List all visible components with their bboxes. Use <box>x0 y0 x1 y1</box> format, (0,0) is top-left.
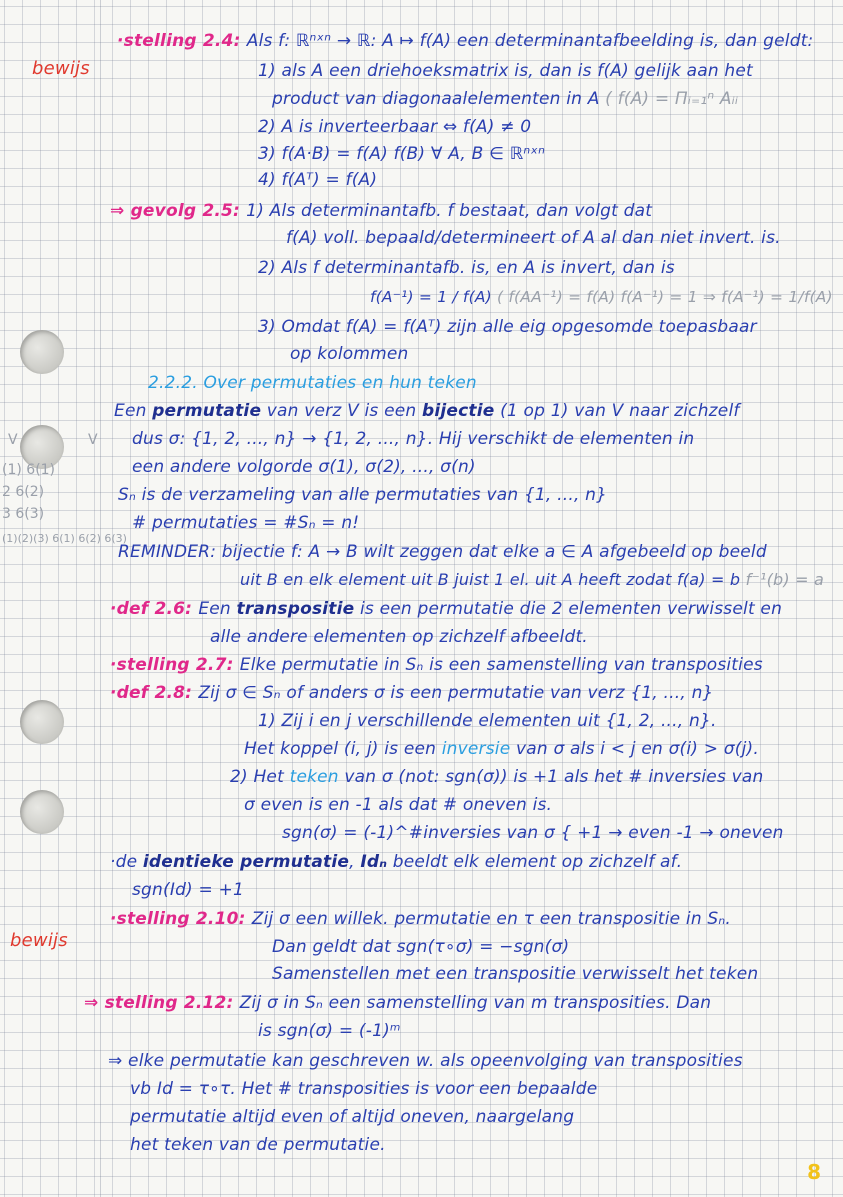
note-text: vb Id = τ∘τ. Het # transposities is voor een bepaalde <box>130 1079 598 1099</box>
note-line <box>118 484 607 506</box>
statement-label: ⇒ stelling 2.12: <box>84 993 240 1013</box>
note-text: een andere volgorde σ(1), σ(2), ..., σ(n) <box>132 457 476 477</box>
note-line <box>258 60 753 82</box>
note-text: 2.2.2. Over permutaties en hun teken <box>148 373 477 393</box>
note-line <box>110 851 682 873</box>
note-line <box>258 257 675 279</box>
note-text: permutatie altijd even of altijd oneven, naargelang <box>130 1107 575 1127</box>
note-line <box>110 654 763 676</box>
note-line <box>118 541 767 563</box>
note-text: Samenstellen met een transpositie verwisselt het teken <box>272 964 759 984</box>
note-text: het teken van de permutatie. <box>130 1135 386 1155</box>
side-sketch-row: (1)(2)(3) 6(1) 6(2) 6(3) <box>2 532 127 545</box>
note-text: { +1 → even -1 → oneven <box>554 823 784 843</box>
margin-line <box>100 0 101 1197</box>
note-text: 2) Het <box>230 767 290 787</box>
note-line <box>84 992 711 1014</box>
note-text: # permutaties = #Sₙ = n! <box>132 513 360 533</box>
binder-hole <box>20 790 64 834</box>
note-line <box>272 88 738 110</box>
note-text: Zij σ een willek. permutatie en τ een transpositie in Sₙ. <box>251 909 732 929</box>
note-text: 3) Omdat f(A) = f(Aᵀ) zijn alle eig opgesomde toepasbaar <box>258 317 757 337</box>
note-text: ⇒ elke permutatie kan geschreven w. als opeenvolging van transposities <box>108 1051 743 1071</box>
note-text: uit B en elk element uit B juist 1 el. uit A heeft zodat f(a) = b <box>240 570 741 589</box>
note-line <box>258 710 717 732</box>
note-line <box>110 200 652 222</box>
note-line <box>110 682 714 704</box>
note-text: f(A) voll. bepaald/determineert of A al dan niet invert. is. <box>286 228 781 248</box>
statement-label: ·stelling 2.4: <box>117 31 247 51</box>
note-line <box>210 626 588 648</box>
note-line <box>108 1050 743 1072</box>
note-line <box>110 598 782 620</box>
note-line <box>258 169 377 191</box>
note-text: sgn(σ) = (-1)^#inversies van σ <box>282 823 555 843</box>
defined-term: transpositie <box>236 599 355 619</box>
note-text: dus σ: {1, 2, ..., n} → {1, 2, ..., n}. Hij verschikt de elementen in <box>132 429 695 449</box>
note-text: beeldt elk element op zichzelf af. <box>387 852 683 872</box>
note-text: is een permutatie die 2 elementen verwisselt en <box>354 599 783 619</box>
note-text: van σ (not: sgn(σ)) is +1 als het # inversies van <box>338 767 764 787</box>
note-text: REMINDER: bijectie f: A → B wilt zeggen dat elke a ∈ A afgebeeld op beeld <box>118 542 767 562</box>
note-line <box>130 1106 574 1128</box>
defined-term: identieke permutatie <box>142 852 350 872</box>
note-line <box>132 879 244 901</box>
margin-note-bewijs: bewijs <box>10 930 68 951</box>
statement-label: ·stelling 2.10: <box>110 909 252 929</box>
note-text: op kolommen <box>290 344 409 364</box>
defined-term: Idₙ <box>360 852 388 872</box>
statement-label: ·def 2.6: <box>110 599 199 619</box>
note-text: 4) f(Aᵀ) = f(A) <box>258 170 378 190</box>
note-text: σ even is en -1 als dat # oneven is. <box>244 795 553 815</box>
note-line <box>258 316 757 338</box>
note-text: Sₙ is de verzameling van alle permutaties van {1, ..., n} <box>118 485 608 505</box>
note-line <box>258 116 531 138</box>
note-text: is sgn(σ) = (-1)ᵐ <box>258 1021 401 1041</box>
note-text: teken <box>289 767 339 787</box>
note-text: 1) Zij i en j verschillende elementen uit {1, 2, ..., n}. <box>258 711 717 731</box>
note-line <box>132 428 694 450</box>
note-text: 1) als A een driehoeksmatrix is, dan is f(A) gelijk aan het <box>258 61 753 81</box>
statement-label: ·stelling 2.7: <box>110 655 240 675</box>
note-line <box>244 738 759 760</box>
statement-label: ⇒ gevolg 2.5: <box>110 201 247 221</box>
note-text: (1 op 1) van V naar zichzelf <box>494 401 740 421</box>
defined-term: bijectie <box>421 401 495 421</box>
note-line <box>258 143 545 165</box>
note-text: product van diagonaalelementen in A <box>272 89 600 109</box>
note-line <box>286 227 781 249</box>
margin-note-bewijs: bewijs <box>32 58 90 79</box>
note-line <box>132 512 359 534</box>
note-text: 3) f(A·B) = f(A) f(B) ∀ A, B ∈ ℝⁿˣⁿ <box>258 144 546 164</box>
note-line <box>272 963 758 985</box>
note-text: alle andere elementen op zichzelf afbeeldt. <box>210 627 588 647</box>
defined-term: permutatie <box>152 401 262 421</box>
note-line <box>244 794 552 816</box>
side-sketch-row: 2 6(2) <box>2 484 45 500</box>
binder-holes <box>20 0 70 1197</box>
binder-hole <box>20 330 64 374</box>
note-text: Als f: ℝⁿˣⁿ → ℝ: A ↦ f(A) een determinantafbeelding is, dan geldt: <box>246 31 814 51</box>
note-text: Dan geldt dat sgn(τ∘σ) = −sgn(σ) <box>272 937 570 957</box>
note-line <box>230 766 763 788</box>
note-line <box>130 1078 597 1100</box>
note-text: Een <box>114 401 153 421</box>
note-text: Het koppel (i, j) is een <box>244 739 442 759</box>
note-text: Elke permutatie in Sₙ is een samenstelling van transposities <box>239 655 763 675</box>
note-line <box>130 1134 386 1156</box>
binder-hole <box>20 700 64 744</box>
note-line <box>282 822 784 844</box>
statement-label: ·def 2.8: <box>110 683 199 703</box>
note-text: f⁻¹(b) = a <box>740 570 825 589</box>
side-sketch-row: (1) 6(1) <box>2 462 56 478</box>
note-line <box>272 936 569 958</box>
page-number: 8 <box>807 1160 821 1184</box>
note-text: Een <box>198 599 237 619</box>
note-line <box>117 30 814 52</box>
note-line <box>132 456 476 478</box>
note-line <box>148 372 477 394</box>
note-line <box>258 1020 401 1042</box>
note-text: , <box>349 852 361 872</box>
note-line <box>370 286 833 308</box>
note-text: ( f(AA⁻¹) = f(A) f(A⁻¹) = 1 ⇒ f(A⁻¹) = 1/f(A) <box>491 288 833 306</box>
note-line <box>110 908 731 930</box>
note-text: Zij σ ∈ Sₙ of anders σ is een permutatie van verz {1, ..., n} <box>198 683 714 703</box>
side-sketch-v: V <box>88 432 98 448</box>
note-text: 2) A is inverteerbaar ⇔ f(A) ≠ 0 <box>258 117 532 137</box>
note-text: 2) Als f determinantafb. is, en A is invert, dan is <box>258 258 675 278</box>
note-text: f(A⁻¹) = 1 / f(A) <box>370 288 492 306</box>
note-line <box>240 569 824 591</box>
note-text: inversie <box>441 739 511 759</box>
note-text: ·de <box>110 852 143 872</box>
note-text: ( f(A) = Πᵢ₌₁ⁿ Aᵢᵢ <box>599 89 739 109</box>
note-text: van σ als i < j en σ(i) > σ(j). <box>510 739 759 759</box>
note-text: Zij σ in Sₙ een samenstelling van m transposities. Dan <box>239 993 712 1013</box>
note-text: 1) Als determinantafb. f bestaat, dan volgt dat <box>246 201 653 221</box>
note-line <box>114 400 740 422</box>
note-line <box>290 343 409 365</box>
note-text: sgn(Id) = +1 <box>132 880 245 900</box>
note-text: van verz V is een <box>261 401 422 421</box>
side-sketch-row: 3 6(3) <box>2 506 45 522</box>
side-sketch-v: V <box>8 432 18 448</box>
